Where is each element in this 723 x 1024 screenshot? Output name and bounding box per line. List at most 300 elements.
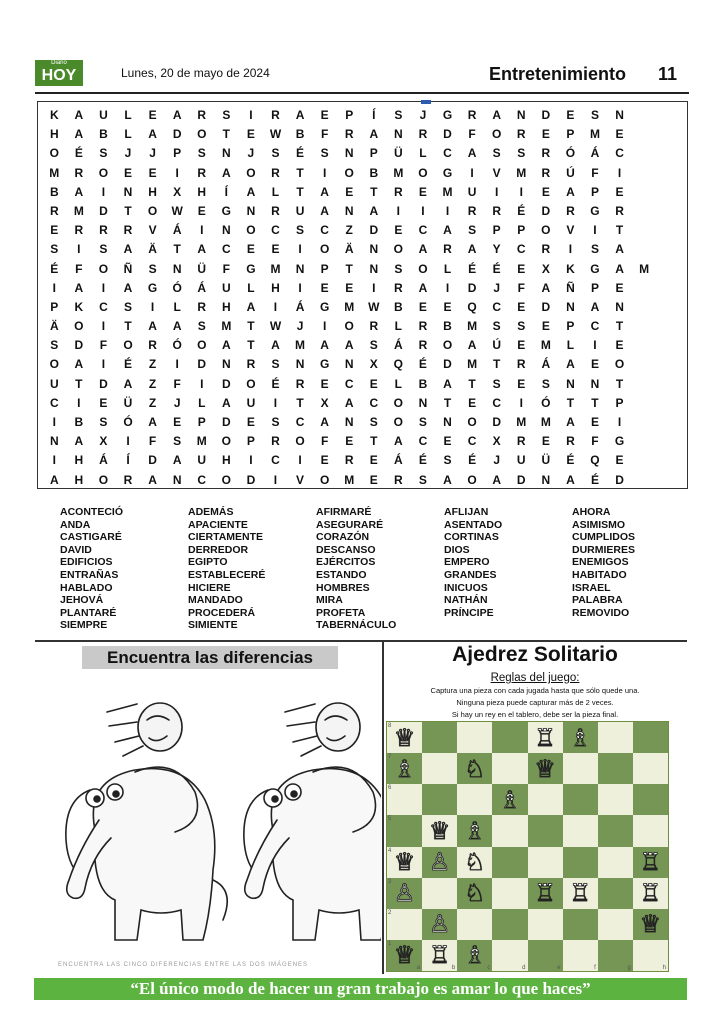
word-list-item: NATHÁN bbox=[444, 594, 488, 607]
grid-letter: N bbox=[344, 203, 354, 218]
grid-letter: O bbox=[221, 434, 231, 449]
chess-piece-icon[interactable]: ♙ bbox=[393, 879, 416, 908]
grid-letter: O bbox=[393, 395, 404, 410]
chess-piece-icon[interactable]: ♗ bbox=[464, 816, 486, 845]
grid-letter: V bbox=[492, 165, 501, 180]
board-square[interactable] bbox=[528, 722, 563, 753]
grid-letter: A bbox=[49, 472, 59, 487]
grid-letter: M bbox=[540, 415, 551, 429]
chess-piece-icon[interactable]: ♖ bbox=[639, 848, 662, 877]
chess-piece-icon[interactable]: ♗ bbox=[499, 785, 521, 814]
grid-letter: I bbox=[175, 165, 179, 180]
grid-letter: A bbox=[320, 184, 329, 199]
grid-letter: R bbox=[467, 108, 477, 122]
grid-letter: P bbox=[50, 299, 59, 314]
chess-piece-icon[interactable]: ♘ bbox=[464, 848, 486, 877]
board-square[interactable] bbox=[422, 784, 457, 815]
board-square[interactable] bbox=[598, 909, 633, 940]
board-square[interactable] bbox=[457, 815, 492, 846]
grid-letter: L bbox=[247, 280, 255, 295]
board-square[interactable] bbox=[528, 878, 563, 909]
grid-letter: F bbox=[468, 127, 476, 142]
logo-small-text: Diario bbox=[51, 60, 67, 66]
board-square[interactable] bbox=[387, 909, 422, 940]
grid-letter: C bbox=[221, 242, 231, 257]
chess-piece-icon[interactable]: ♖ bbox=[428, 941, 451, 970]
grid-letter: N bbox=[541, 472, 551, 487]
grid-letter: B bbox=[369, 165, 379, 180]
grid-letter: S bbox=[418, 472, 427, 487]
board-square[interactable] bbox=[598, 940, 633, 971]
board-square[interactable] bbox=[422, 878, 457, 909]
grid-letter: V bbox=[148, 223, 157, 238]
grid-letter: S bbox=[394, 261, 403, 276]
board-square[interactable] bbox=[633, 847, 668, 878]
grid-letter: H bbox=[49, 127, 59, 142]
word-list-item: ISRAEL bbox=[572, 581, 611, 594]
grid-letter: A bbox=[590, 299, 600, 314]
grid-letter: P bbox=[320, 261, 329, 276]
file-label: g bbox=[627, 965, 631, 971]
board-square[interactable] bbox=[598, 722, 633, 753]
page-number: 11 bbox=[657, 64, 677, 84]
grid-letter: S bbox=[271, 146, 280, 161]
grid-letter: N bbox=[615, 299, 624, 314]
chess-piece-icon[interactable]: ♕ bbox=[393, 941, 416, 970]
differences-illustration bbox=[35, 680, 381, 970]
grid-letter: T bbox=[591, 395, 599, 410]
board-square[interactable] bbox=[457, 940, 492, 971]
word-list-item: REMOVIDO bbox=[572, 606, 630, 619]
chess-piece-icon[interactable]: ♕ bbox=[534, 754, 556, 783]
grid-letter: É bbox=[50, 261, 59, 276]
grid-letter: C bbox=[418, 434, 428, 449]
board-square[interactable] bbox=[422, 909, 457, 940]
grid-letter: E bbox=[566, 108, 575, 122]
grid-letter: U bbox=[99, 108, 108, 122]
grid-letter: E bbox=[320, 376, 329, 391]
grid-letter: E bbox=[320, 453, 329, 468]
grid-letter: I bbox=[494, 184, 499, 199]
grid-letter: I bbox=[77, 242, 81, 257]
rank-label: 1 bbox=[388, 940, 392, 947]
chess-piece-icon[interactable]: ♙ bbox=[428, 848, 451, 877]
grid-letter: L bbox=[566, 338, 575, 353]
grid-row bbox=[38, 125, 687, 144]
grid-letter: A bbox=[123, 280, 133, 295]
chess-piece-icon[interactable]: ♕ bbox=[393, 848, 416, 877]
grid-letter: I bbox=[298, 242, 302, 257]
word-list-item: ASENTADO bbox=[444, 518, 503, 531]
grid-letter: Ü bbox=[541, 453, 551, 468]
grid-letter: E bbox=[246, 242, 255, 257]
grid-letter: H bbox=[74, 472, 84, 487]
board-square[interactable] bbox=[563, 784, 598, 815]
grid-letter: G bbox=[590, 203, 600, 218]
grid-letter: X bbox=[541, 261, 550, 276]
grid-letter: M bbox=[516, 415, 527, 429]
grid-letter: B bbox=[49, 184, 59, 199]
grid-letter: N bbox=[369, 242, 379, 257]
board-square[interactable] bbox=[598, 878, 633, 909]
grid-letter: F bbox=[173, 376, 181, 391]
grid-letter: O bbox=[393, 415, 404, 429]
grid-row bbox=[38, 183, 687, 202]
grid-letter: D bbox=[246, 472, 256, 487]
grid-letter: A bbox=[369, 127, 379, 142]
board-square[interactable] bbox=[563, 815, 598, 846]
grid-letter: A bbox=[443, 376, 452, 391]
grid-letter: R bbox=[49, 203, 59, 218]
word-list-item: ENEMIGOS bbox=[572, 556, 629, 569]
board-square[interactable] bbox=[598, 784, 633, 815]
grid-letter: E bbox=[394, 223, 403, 238]
board-square[interactable] bbox=[633, 815, 668, 846]
board-square[interactable] bbox=[633, 784, 668, 815]
board-square[interactable] bbox=[492, 784, 527, 815]
board-square[interactable] bbox=[598, 847, 633, 878]
grid-letter: É bbox=[418, 453, 427, 468]
board-square[interactable] bbox=[492, 878, 527, 909]
grid-letter: P bbox=[173, 146, 182, 161]
grid-letter: S bbox=[50, 242, 59, 257]
grid-letter: I bbox=[52, 453, 56, 468]
grid-letter: R bbox=[566, 434, 575, 449]
grid-letter: A bbox=[221, 165, 231, 180]
grid-letter: A bbox=[295, 108, 305, 122]
rank-label: 6 bbox=[388, 785, 392, 792]
grid-letter: C bbox=[615, 146, 624, 161]
board-square[interactable] bbox=[563, 753, 598, 784]
grid-letter: A bbox=[221, 338, 231, 353]
grid-row bbox=[38, 144, 687, 163]
grid-letter: C bbox=[197, 472, 207, 487]
grid-letter: D bbox=[443, 127, 452, 142]
word-list-item: PALABRA bbox=[572, 594, 623, 607]
grid-letter: S bbox=[590, 108, 599, 122]
chess-piece-icon[interactable]: ♘ bbox=[464, 754, 486, 783]
grid-letter: O bbox=[246, 223, 256, 238]
chess-piece-icon[interactable]: ♘ bbox=[464, 879, 486, 908]
grid-letter: S bbox=[369, 338, 378, 353]
grid-marker bbox=[421, 100, 431, 104]
board-square[interactable] bbox=[598, 815, 633, 846]
grid-letter: X bbox=[492, 434, 501, 449]
word-list-item: HOMBRES bbox=[316, 581, 370, 594]
grid-letter: I bbox=[200, 376, 204, 391]
grid-letter: E bbox=[517, 299, 526, 314]
board-square[interactable] bbox=[528, 815, 563, 846]
grid-letter: O bbox=[221, 472, 231, 487]
grid-letter: U bbox=[49, 376, 59, 391]
rank-label: 2 bbox=[388, 909, 392, 916]
grid-letter: Q bbox=[590, 453, 600, 468]
grid-letter: A bbox=[615, 242, 624, 257]
grid-letter: R bbox=[123, 472, 133, 487]
grid-letter: T bbox=[468, 376, 476, 391]
grid-letter: T bbox=[443, 395, 452, 410]
board-square[interactable] bbox=[457, 878, 492, 909]
board-square[interactable] bbox=[528, 753, 563, 784]
grid-letter: C bbox=[590, 319, 600, 334]
grid-letter: A bbox=[148, 472, 157, 487]
board-square[interactable] bbox=[563, 878, 598, 909]
chess-piece-icon[interactable]: ♖ bbox=[569, 879, 591, 908]
chess-piece-icon[interactable]: ♗ bbox=[393, 754, 416, 783]
board-square[interactable] bbox=[492, 847, 527, 878]
board-square[interactable] bbox=[528, 909, 563, 940]
board-square[interactable] bbox=[457, 722, 492, 753]
file-label: h bbox=[662, 965, 666, 971]
board-square[interactable] bbox=[457, 909, 492, 940]
chess-piece-icon[interactable]: ♗ bbox=[569, 723, 591, 752]
grid-row bbox=[38, 317, 687, 336]
board-square[interactable] bbox=[492, 909, 527, 940]
grid-letter: G bbox=[614, 434, 625, 449]
grid-letter: C bbox=[49, 395, 59, 410]
grid-letter: D bbox=[615, 472, 624, 487]
grid-letter: T bbox=[345, 261, 353, 276]
grid-letter: N bbox=[394, 127, 403, 142]
grid-letter: H bbox=[271, 280, 280, 295]
board-square[interactable] bbox=[422, 815, 457, 846]
grid-letter: N bbox=[566, 299, 575, 314]
grid-letter: Á bbox=[99, 453, 108, 468]
grid-letter: R bbox=[246, 357, 256, 372]
board-square[interactable] bbox=[633, 909, 668, 940]
board-square[interactable] bbox=[492, 815, 527, 846]
board-square[interactable] bbox=[387, 847, 422, 878]
board-square[interactable] bbox=[387, 878, 422, 909]
grid-letter: I bbox=[617, 415, 622, 429]
grid-letter: R bbox=[541, 146, 551, 161]
grid-letter: E bbox=[99, 395, 108, 410]
chess-rule-1: Captura una pieza con cada jugada hasta que sólo quede una. bbox=[430, 686, 640, 695]
board-square[interactable] bbox=[387, 815, 422, 846]
chess-piece-icon[interactable]: ♖ bbox=[639, 879, 662, 908]
grid-letter: A bbox=[74, 127, 84, 142]
grid-letter: E bbox=[345, 280, 354, 295]
word-list-item: DERREDOR bbox=[188, 543, 249, 556]
grid-letter: A bbox=[344, 338, 354, 353]
grid-letter: A bbox=[418, 242, 428, 257]
grid-letter: O bbox=[49, 146, 59, 161]
grid-letter: R bbox=[271, 203, 280, 218]
grid-letter: O bbox=[319, 242, 330, 257]
board-square[interactable] bbox=[457, 784, 492, 815]
grid-letter: Á bbox=[197, 280, 207, 295]
board-square[interactable] bbox=[422, 940, 457, 971]
word-list-column bbox=[188, 506, 316, 632]
word-list-item: JEHOVÁ bbox=[60, 594, 104, 607]
chess-piece-icon[interactable]: ♗ bbox=[464, 941, 486, 970]
grid-letter: D bbox=[516, 472, 526, 487]
grid-letter: A bbox=[172, 319, 182, 334]
board-square[interactable] bbox=[563, 909, 598, 940]
grid-letter: Ú bbox=[492, 338, 501, 353]
board-square[interactable] bbox=[492, 940, 527, 971]
board-square[interactable] bbox=[528, 940, 563, 971]
grid-letter: J bbox=[493, 280, 500, 295]
word-list-item: DESCANSO bbox=[316, 543, 376, 556]
grid-letter: J bbox=[493, 453, 500, 468]
word-list-item: CIERTAMENTE bbox=[188, 531, 264, 544]
board-square[interactable] bbox=[422, 722, 457, 753]
grid-letter: P bbox=[590, 280, 599, 295]
grid-letter: Z bbox=[345, 223, 353, 238]
grid-letter: P bbox=[615, 395, 624, 410]
chess-rule-3: Si hay un rey en el tablero, debe ser la pieza final. bbox=[451, 710, 619, 719]
grid-letter: Á bbox=[172, 223, 182, 238]
grid-row bbox=[38, 260, 687, 279]
chess-piece-icon[interactable]: ♕ bbox=[393, 723, 416, 752]
grid-letter: N bbox=[369, 261, 379, 276]
grid-letter: L bbox=[124, 127, 132, 142]
grid-letter: S bbox=[394, 108, 403, 122]
grid-letter: T bbox=[370, 434, 378, 449]
grid-letter: Ä bbox=[49, 319, 59, 334]
word-list bbox=[60, 506, 680, 632]
board-square[interactable] bbox=[528, 847, 563, 878]
grid-letter: R bbox=[394, 472, 403, 487]
grid-letter: T bbox=[173, 242, 181, 257]
grid-letter: Ó bbox=[123, 415, 133, 429]
board-square[interactable] bbox=[387, 753, 422, 784]
grid-letter: O bbox=[467, 472, 477, 487]
chess-rule-2: Ninguna pieza puede capturar más de 2 veces. bbox=[456, 698, 614, 707]
grid-letter: O bbox=[197, 127, 207, 142]
chess-piece-icon[interactable]: ♖ bbox=[534, 879, 556, 908]
board-square[interactable] bbox=[633, 753, 668, 784]
grid-row bbox=[38, 451, 687, 470]
grid-letter: J bbox=[419, 108, 427, 122]
letter-grid bbox=[38, 106, 687, 490]
board-square[interactable] bbox=[563, 847, 598, 878]
grid-letter: B bbox=[295, 127, 305, 142]
grid-letter: A bbox=[74, 184, 84, 199]
board-square[interactable] bbox=[492, 722, 527, 753]
grid-letter: O bbox=[197, 338, 207, 353]
word-search-grid bbox=[37, 101, 688, 489]
column-divider bbox=[382, 641, 384, 974]
grid-letter: E bbox=[590, 357, 599, 372]
grid-letter: J bbox=[149, 146, 156, 161]
board-square[interactable] bbox=[387, 940, 422, 971]
grid-letter: I bbox=[298, 453, 302, 468]
grid-letter: P bbox=[517, 223, 526, 238]
grid-letter: R bbox=[271, 108, 280, 122]
word-list-item: MANDADO bbox=[188, 594, 243, 607]
grid-letter: S bbox=[124, 299, 133, 314]
board-square[interactable] bbox=[492, 753, 527, 784]
grid-letter: T bbox=[247, 319, 255, 334]
grid-letter: A bbox=[246, 299, 256, 314]
grid-letter: N bbox=[246, 203, 256, 218]
grid-letter: P bbox=[345, 108, 354, 122]
board-square[interactable] bbox=[528, 784, 563, 815]
grid-letter: A bbox=[172, 108, 182, 122]
grid-letter: Á bbox=[394, 453, 403, 468]
board-square[interactable] bbox=[598, 753, 633, 784]
grid-letter: R bbox=[148, 338, 157, 353]
board-square[interactable] bbox=[633, 722, 668, 753]
board-square[interactable] bbox=[563, 722, 598, 753]
grid-letter: R bbox=[516, 357, 526, 372]
grid-letter: O bbox=[98, 472, 109, 487]
grid-letter: D bbox=[541, 299, 551, 314]
grid-letter: I bbox=[273, 299, 278, 314]
board-square[interactable] bbox=[422, 847, 457, 878]
grid-letter: M bbox=[49, 165, 60, 180]
grid-letter: R bbox=[271, 434, 280, 449]
grid-letter: H bbox=[148, 184, 157, 199]
grid-letter: N bbox=[516, 108, 526, 122]
grid-letter: N bbox=[221, 146, 231, 161]
grid-letter: X bbox=[173, 184, 182, 199]
board-square[interactable] bbox=[457, 847, 492, 878]
grid-letter: R bbox=[418, 338, 428, 353]
grid-letter: I bbox=[445, 203, 450, 218]
grid-letter: E bbox=[418, 184, 427, 199]
grid-letter: C bbox=[492, 299, 501, 314]
grid-letter: I bbox=[273, 472, 278, 487]
grid-letter: E bbox=[50, 223, 59, 238]
chess-piece-icon[interactable]: ♙ bbox=[428, 910, 451, 939]
grid-letter: A bbox=[221, 395, 231, 410]
chess-piece-icon[interactable]: ♖ bbox=[534, 723, 556, 752]
grid-letter: I bbox=[396, 203, 401, 218]
grid-letter: Ó bbox=[172, 280, 182, 295]
board-square[interactable] bbox=[563, 940, 598, 971]
chess-piece-icon[interactable]: ♕ bbox=[428, 816, 451, 845]
grid-letter: F bbox=[320, 127, 329, 142]
grid-letter: S bbox=[148, 261, 157, 276]
grid-letter: N bbox=[295, 261, 305, 276]
grid-letter: O bbox=[98, 261, 109, 276]
grid-row bbox=[38, 279, 687, 298]
board-square[interactable] bbox=[422, 753, 457, 784]
differences-title: Encuentra las diferencias bbox=[82, 646, 338, 669]
grid-letter: N bbox=[172, 472, 182, 487]
board-square[interactable] bbox=[633, 878, 668, 909]
grid-letter: S bbox=[418, 415, 427, 429]
grid-letter: W bbox=[368, 299, 380, 314]
grid-letter: A bbox=[394, 434, 403, 449]
grid-letter: L bbox=[394, 319, 403, 334]
grid-letter: A bbox=[148, 127, 157, 142]
board-square[interactable] bbox=[633, 940, 668, 971]
grid-letter: T bbox=[124, 319, 132, 334]
grid-letter: I bbox=[52, 280, 56, 295]
board-square[interactable] bbox=[457, 753, 492, 784]
grid-letter: T bbox=[615, 223, 624, 238]
grid-letter: S bbox=[590, 242, 599, 257]
grid-letter: T bbox=[296, 184, 304, 199]
board-square[interactable] bbox=[387, 784, 422, 815]
board-square[interactable] bbox=[387, 722, 422, 753]
grid-letter: H bbox=[221, 453, 231, 468]
grid-letter: N bbox=[123, 184, 133, 199]
grid-letter: T bbox=[615, 319, 624, 334]
word-list-item: APACIENTE bbox=[188, 518, 248, 531]
grid-letter: S bbox=[320, 146, 329, 161]
rank-label: 8 bbox=[388, 723, 392, 729]
chess-piece-icon[interactable]: ♕ bbox=[639, 910, 662, 939]
word-list-column bbox=[572, 506, 700, 632]
grid-letter: R bbox=[197, 165, 207, 180]
grid-letter: S bbox=[492, 146, 501, 161]
grid-letter: N bbox=[590, 376, 600, 391]
